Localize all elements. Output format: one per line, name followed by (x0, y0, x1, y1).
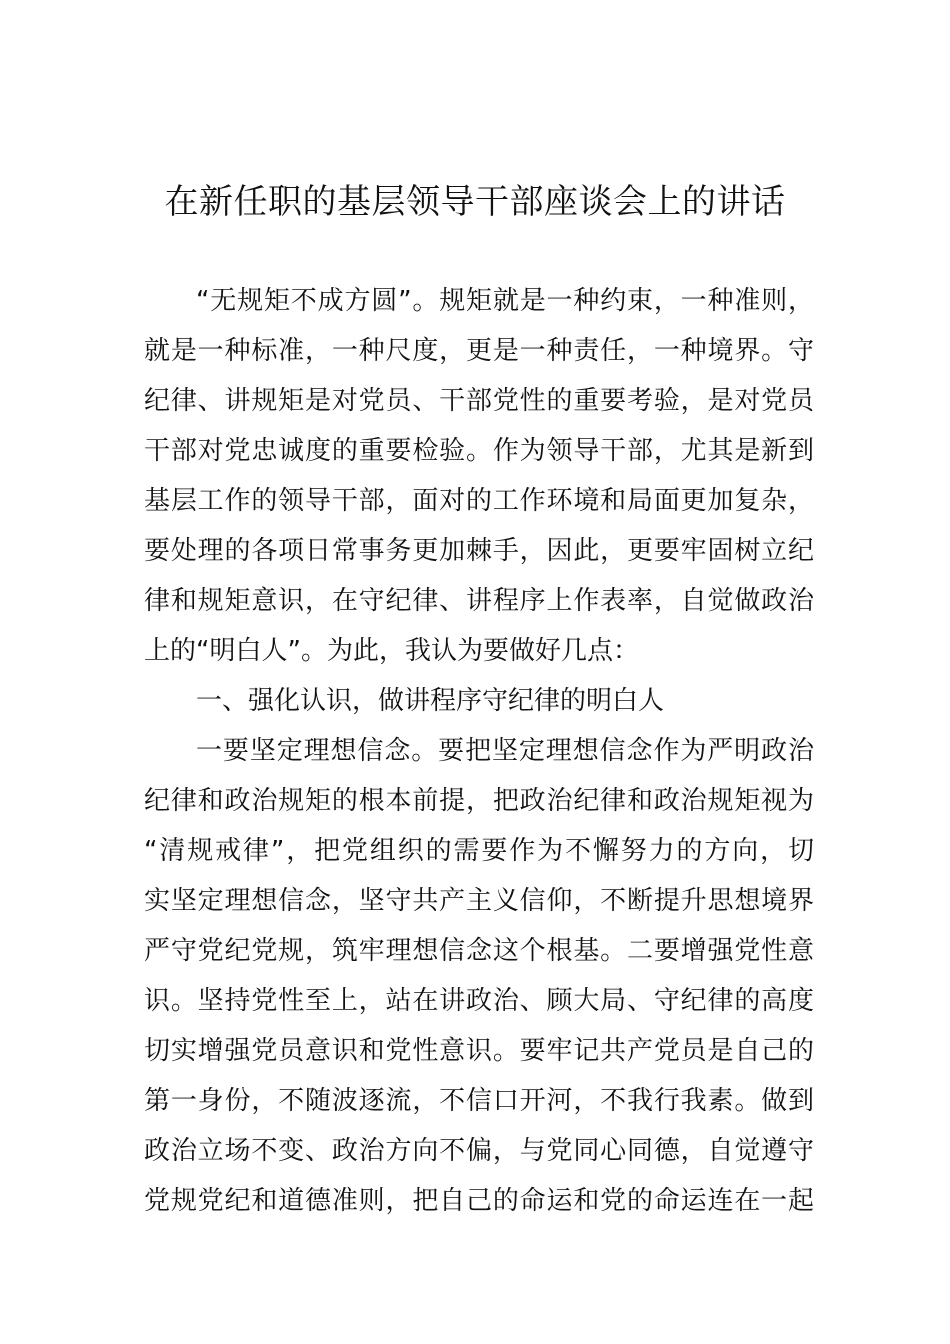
paragraph-line: 一要坚定理想信念。要把坚定理想信念作为严明政治 (196, 736, 814, 766)
document-body (144, 276, 814, 1226)
paragraph-line: 政治立场不变、政治方向不偏，与党同心同德，自觉遵守 (144, 1136, 814, 1166)
paragraph-line: “无规矩不成方圆”。规矩就是一种约束，一种准则， (196, 286, 814, 316)
paragraph-line: 党规党纪和道德准则，把自己的命运和党的命运连在一起 (144, 1186, 814, 1216)
paragraph-line: 律和规矩意识，在守纪律、讲程序上作表率，自觉做政治 (144, 586, 814, 616)
paragraph-line: 要处理的各项日常事务更加棘手，因此，更要牢固树立纪 (144, 536, 814, 566)
paragraph-line: 上的“明白人”。为此，我认为要做好几点： (144, 636, 639, 666)
paragraph-line: 严守党纪党规，筑牢理想信念这个根基。二要增强党性意 (144, 936, 814, 966)
paragraph-line: “清规戒律”，把党组织的需要作为不懈努力的方向，切 (144, 836, 814, 866)
document-title: 在新任职的基层领导干部座谈会上的讲话 (164, 182, 786, 222)
paragraph-line: 纪律、讲规矩是对党员、干部党性的重要考验，是对党员 (144, 386, 814, 416)
section-heading: 一、强化认识，做讲程序守纪律的明白人 (196, 686, 665, 716)
paragraph-line: 切实增强党员意识和党性意识。要牢记共产党员是自己的 (144, 1036, 814, 1066)
paragraph-line: 实坚定理想信念，坚守共产主义信仰，不断提升思想境界 (144, 886, 814, 916)
paragraph-line: 干部对党忠诚度的重要检验。作为领导干部，尤其是新到 (144, 436, 814, 466)
paragraph-line: 纪律和政治规矩的根本前提，把政治纪律和政治规矩视为 (144, 786, 814, 816)
paragraph-line: 基层工作的领导干部，面对的工作环境和局面更加复杂， (144, 486, 814, 516)
paragraph-line: 就是一种标准，一种尺度，更是一种责任，一种境界。守 (144, 336, 814, 366)
paragraph-line: 第一身份，不随波逐流，不信口开河，不我行我素。做到 (144, 1086, 814, 1116)
paragraph-line: 识。坚持党性至上，站在讲政治、顾大局、守纪律的高度 (144, 986, 814, 1016)
